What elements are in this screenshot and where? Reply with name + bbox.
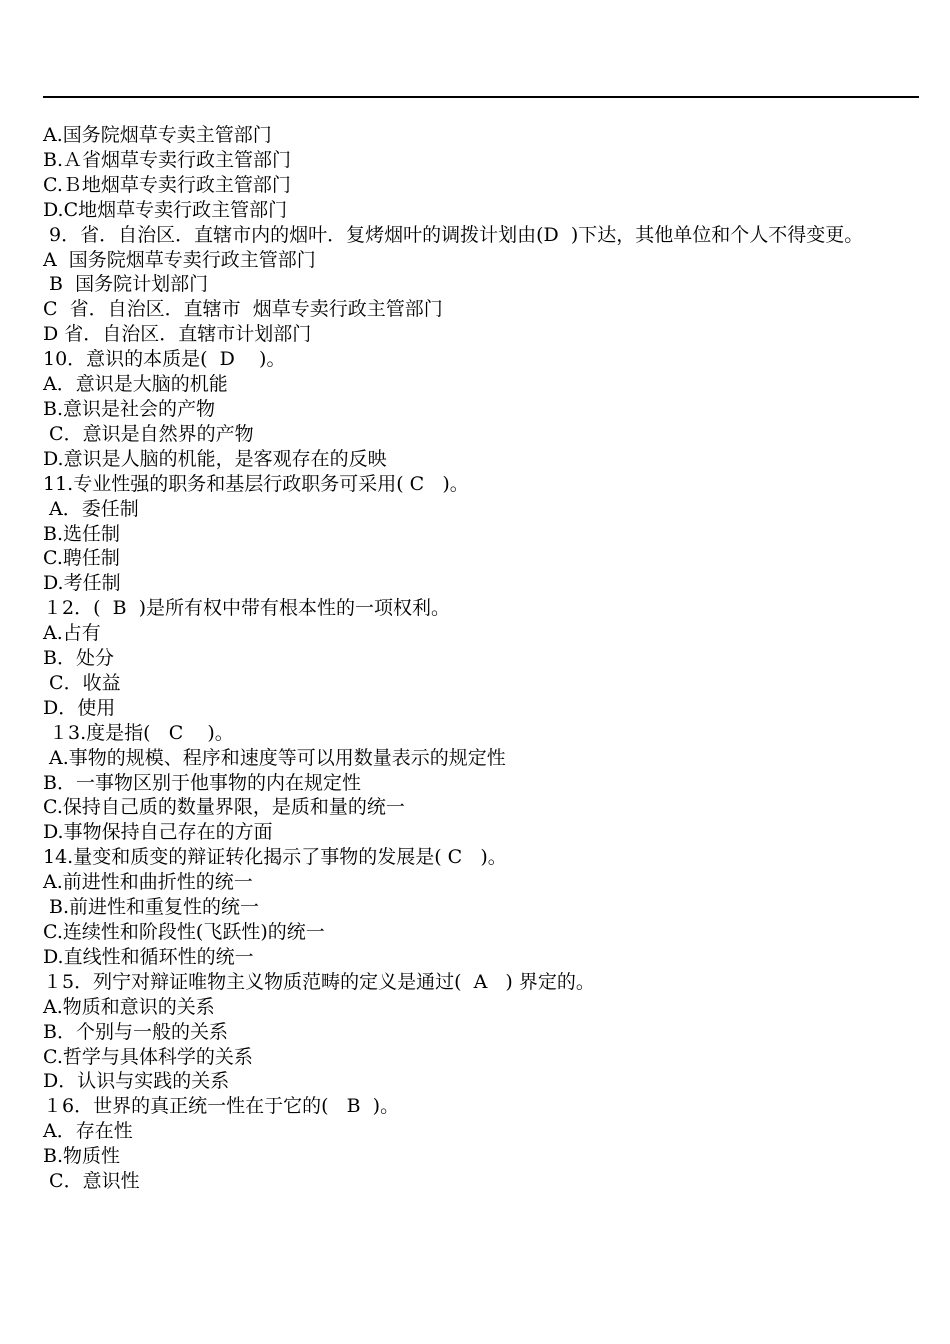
- q12-stem: １2．( B )是所有权中带有根本性的一项权利。: [43, 597, 451, 620]
- header-rule: [43, 96, 919, 98]
- q13-option-b: B．一事物区别于他事物的内在规定性: [43, 771, 361, 794]
- q13-option-a: A.事物的规模、程序和速度等可以用数量表示的规定性: [43, 746, 506, 769]
- q10-stem: 10．意识的本质是( D )。: [43, 348, 286, 371]
- q11-option-d: D.考任制: [43, 572, 121, 595]
- q10-option-b: B.意识是社会的产物: [43, 397, 216, 420]
- q8-option-b: B.Ａ省烟草专卖行政主管部门: [43, 148, 292, 171]
- q15-option-c: C.哲学与具体科学的关系: [43, 1045, 253, 1068]
- q16-option-a: A．存在性: [43, 1120, 133, 1143]
- q14-option-d: D.直线性和循环性的统一: [43, 945, 254, 968]
- q16-option-c: C．意识性: [43, 1170, 140, 1193]
- q15-option-b: B．个别与一般的关系: [43, 1020, 228, 1043]
- q12-option-a: A.占有: [43, 622, 101, 645]
- q12-option-d: D．使用: [43, 696, 116, 719]
- q8-option-a: A.国务院烟草专卖主管部门: [43, 124, 272, 146]
- q13-stem: １3.度是指( C )。: [43, 721, 234, 744]
- q11-option-b: B.选任制: [43, 522, 121, 545]
- q12-option-b: B．处分: [43, 647, 114, 670]
- q14-option-b: B.前进性和重复性的统一: [43, 896, 260, 919]
- q13-option-c: C.保持自己质的数量界限，是质和量的统一: [43, 796, 405, 819]
- q11-option-a: A．委任制: [43, 497, 139, 520]
- q8-option-d: D.C地烟草专卖行政主管部门: [43, 198, 288, 221]
- q16-stem: １6．世界的真正统一性在于它的( B )。: [43, 1095, 400, 1118]
- q14-option-a: A.前进性和曲折性的统一: [43, 871, 253, 894]
- q10-option-d: D.意识是人脑的机能，是客观存在的反映: [43, 447, 387, 470]
- q11-option-c: C.聘任制: [43, 547, 120, 570]
- q15-option-a: A.物质和意识的关系: [43, 995, 215, 1018]
- q9-option-a: A 国务院烟草专卖行政主管部门: [43, 248, 316, 271]
- q14-stem: 14.量变和质变的辩证转化揭示了事物的发展是( C )。: [43, 846, 507, 869]
- q13-option-d: D.事物保持自己存在的方面: [43, 821, 273, 844]
- q10-option-a: A．意识是大脑的机能: [43, 373, 228, 396]
- q16-option-b: B.物质性: [43, 1145, 121, 1168]
- question-list: [43, 123, 919, 1194]
- q9-stem: 9．省．自治区．直辖市内的烟叶．复烤烟叶的调拨计划由(D )下达，其他单位和个人不得变更。: [43, 223, 864, 246]
- q11-stem: 11.专业性强的职务和基层行政职务可采用( C )。: [43, 472, 469, 495]
- q15-option-d: D．认识与实践的关系: [43, 1070, 230, 1093]
- q14-option-c: C.连续性和阶段性(飞跃性)的统一: [43, 921, 325, 943]
- q9-option-c: C 省．自治区．直辖市 烟草专卖行政主管部门: [43, 298, 443, 321]
- q10-option-c: C．意识是自然界的产物: [43, 422, 254, 445]
- q12-option-c: C．收益: [43, 671, 121, 694]
- q9-option-d: D 省．自治区．直辖市计划部门: [43, 323, 312, 346]
- q15-stem: １5．列宁对辩证唯物主义物质范畴的定义是通过( A ) 界定的。: [43, 970, 595, 993]
- q9-option-b: B 国务院计划部门: [43, 273, 209, 296]
- q8-option-c: C.Ｂ地烟草专卖行政主管部门: [43, 173, 291, 196]
